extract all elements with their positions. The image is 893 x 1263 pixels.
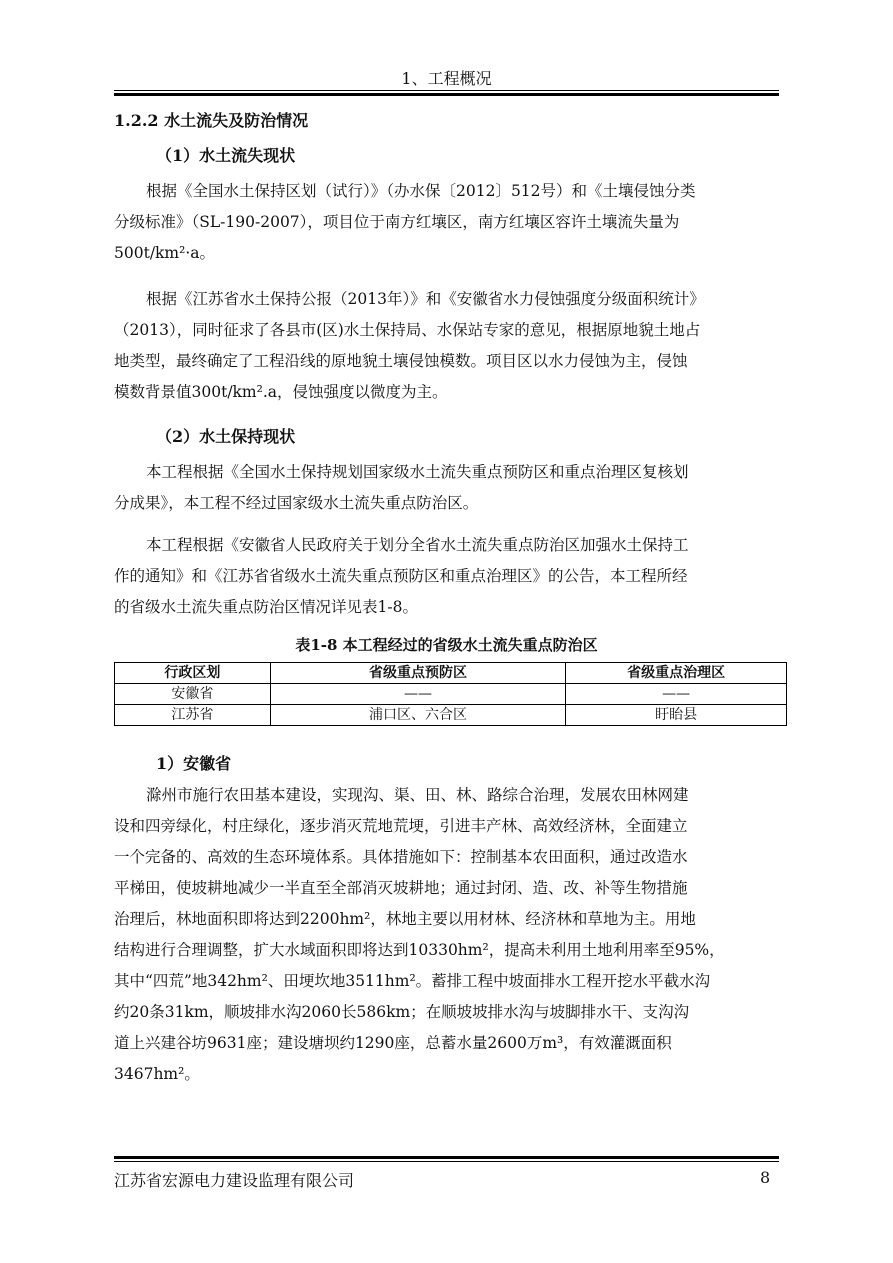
paragraph-line: （2013），同时征求了各县市(区)水土保持局、水保站专家的意见，根据原地貌土地占: [114, 321, 701, 339]
paragraph-line: 模数背景值300t/km².a，侵蚀强度以微度为主。: [114, 383, 448, 401]
paragraph-line: 根据《全国水土保持区划（试行）》（办水保〔2012〕512号）和《土壤侵蚀分类: [146, 182, 696, 200]
page-header-title: 1、工程概况: [401, 69, 492, 88]
section-heading: 1.2.2 水土流失及防治情况: [114, 111, 309, 130]
table-cell: ——: [270, 684, 566, 705]
paragraph-line: 平梯田，使坡耕地减少一半直至全部消灭坡耕地；通过封闭、造、改、补等生物措施: [114, 879, 688, 897]
table-cell: 江苏省: [115, 705, 271, 726]
paragraph-2: [114, 284, 779, 408]
subheading-2: （2）水土保持现状: [156, 427, 296, 446]
paragraph-line: 分级标准》（SL-190-2007），项目位于南方红壤区，南方红壤区容许土壤流失量为: [114, 213, 680, 231]
table-cell: ——: [566, 684, 787, 705]
paragraph-line: 滁州市施行农田基本建设，实现沟、渠、田、林、路综合治理，发展农田林网建: [146, 786, 689, 804]
paragraph-line: 约20条31km，顺坡排水沟2060长586km；在顺坡坡排水沟与坡脚排水干、支沟沟: [114, 1003, 690, 1021]
paragraph-line: 本工程根据《安徽省人民政府关于划分全省水土流失重点防治区加强水土保持工: [146, 536, 689, 554]
paragraph-line: 其中“四荒”地342hm²、田埂坎地3511hm²。蓄排工程中坡面排水工程开挖水平截水沟: [114, 972, 711, 990]
header-rule-thick: [114, 93, 779, 96]
footer-company: 江苏省宏源电力建设监理有限公司: [114, 1171, 355, 1190]
paragraph-line: 道上兴建谷坊9631座；建设塘坝约1290座，总蓄水量2600万m³，有效灌溉面积: [114, 1034, 672, 1052]
table-header-row: [115, 663, 787, 684]
page-number: 8: [760, 1168, 771, 1187]
paragraph-line: 作的通知》和《江苏省省级水土流失重点预防区和重点治理区》的公告，本工程所经: [114, 567, 688, 585]
table-header-cell: 省级重点治理区: [566, 663, 787, 684]
paragraph-3: [114, 457, 779, 519]
subheading-3: 1）安徽省: [156, 754, 232, 773]
paragraph-4: [114, 530, 779, 623]
table-cell: 盱眙县: [566, 705, 787, 726]
subheading-1: （1）水土流失现状: [156, 146, 296, 165]
paragraph-line: 根据《江苏省水土保持公报（2013年）》和《安徽省水力侵蚀强度分级面积统计》: [146, 290, 705, 308]
paragraph-line: 结构进行合理调整，扩大水域面积即将达到10330hm²，提高未利用土地利用率至95%，: [114, 941, 725, 959]
table-cell: 浦口区、六合区: [270, 705, 566, 726]
table-row: [115, 705, 787, 726]
table-caption: 表1-8 本工程经过的省级水土流失重点防治区: [295, 636, 598, 654]
paragraph-line: 设和四旁绿化，村庄绿化，逐步消灭荒地荒埂，引进丰产林、高效经济林，全面建立: [114, 817, 688, 835]
paragraph-line: 分成果》，本工程不经过国家级水土流失重点防治区。: [114, 494, 479, 512]
paragraph-line: 一个完备的、高效的生态环境体系。具体措施如下：控制基本农田面积，通过改造水: [114, 848, 688, 866]
paragraph-line: 本工程根据《全国水土保持规划国家级水土流失重点预防区和重点治理区复核划: [146, 463, 689, 481]
paragraph-line: 地类型，最终确定了工程沿线的原地貌土壤侵蚀模数。项目区以水力侵蚀为主，侵蚀: [114, 352, 688, 370]
paragraph-1: [114, 176, 779, 269]
table-header-cell: 行政区划: [115, 663, 271, 684]
table-cell: 安徽省: [115, 684, 271, 705]
zone-table: [114, 662, 787, 726]
table-header-cell: 省级重点预防区: [270, 663, 566, 684]
paragraph-line: 的省级水土流失重点防治区情况详见表1-8。: [114, 598, 418, 616]
footer-rule-thin: [114, 1161, 779, 1162]
paragraph-line: 3467hm²。: [114, 1065, 200, 1083]
paragraph-line: 治理后，林地面积即将达到2200hm²，林地主要以用材林、经济林和草地为主。用地: [114, 910, 696, 928]
paragraph-line: 500t/km²·a。: [114, 244, 216, 262]
table-row: [115, 684, 787, 705]
footer-rule-thick: [114, 1156, 779, 1159]
header-rule-thin: [114, 90, 779, 91]
paragraph-5: [114, 780, 779, 1090]
